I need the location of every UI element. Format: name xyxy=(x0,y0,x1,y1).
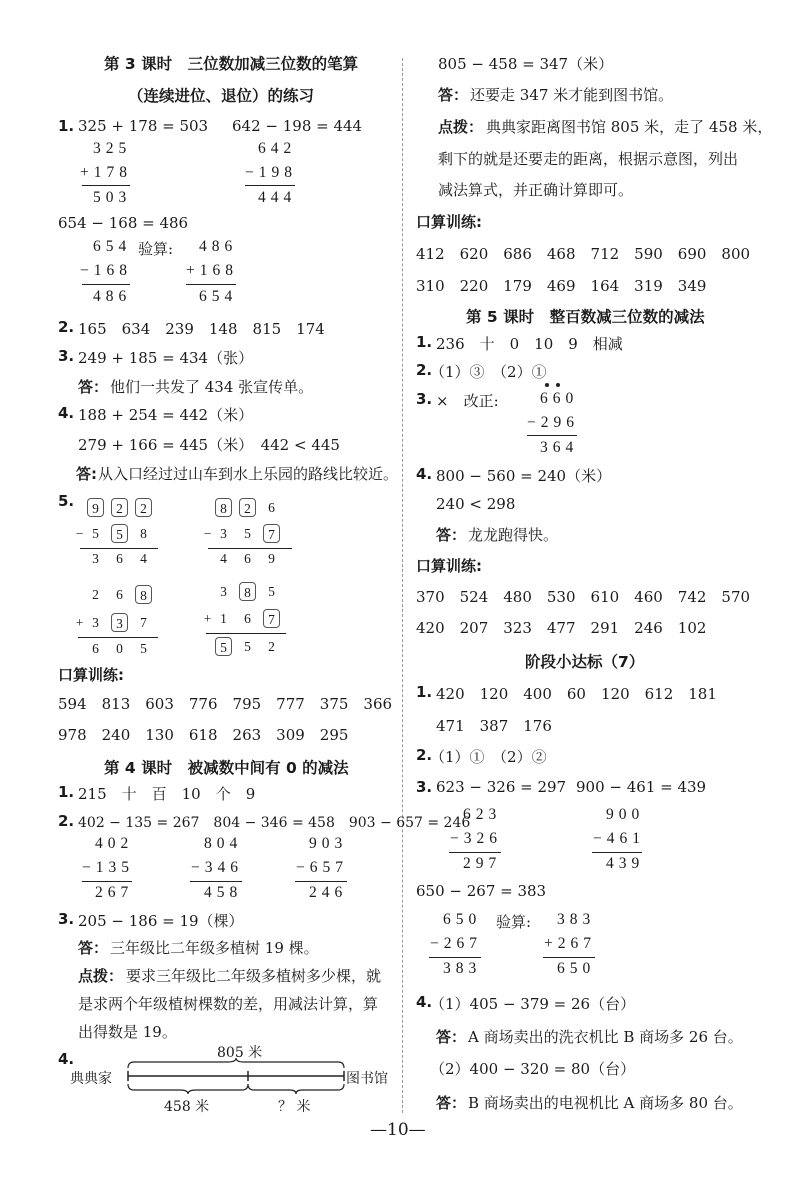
v4-top: 486 xyxy=(199,238,238,255)
q3-label: 3. xyxy=(58,347,75,365)
top-eq: 805 − 458 = 347（米） xyxy=(438,55,614,73)
top-tip3: 减法算式，并正确计算即可。 xyxy=(438,181,634,199)
p4-box: 7 xyxy=(263,609,280,628)
p1-line xyxy=(80,548,158,549)
p3-digit: 3 xyxy=(92,615,99,630)
p3-box: 3 xyxy=(111,613,128,632)
l4q3-tip-label: 点拨： xyxy=(78,967,124,985)
v6-line xyxy=(190,881,242,882)
p3-sign: + xyxy=(75,615,84,630)
s3-eq1: 623 − 326 = 297 xyxy=(436,778,567,796)
p2-digit: 4 xyxy=(220,551,227,566)
v11-top: 650 xyxy=(443,911,482,928)
p3-digit: 7 xyxy=(140,615,147,630)
p2-sign: − xyxy=(203,526,212,541)
oral2-title: 口算训练: xyxy=(416,213,482,231)
v7-bot: 246 xyxy=(309,884,348,901)
s3-eq3: 650 − 267 = 383 xyxy=(416,882,547,900)
diagram-total: 805 米 xyxy=(217,1045,263,1061)
oral2-row1: 412 620 686 468 712 590 690 800 xyxy=(416,245,751,263)
v5-bot: 267 xyxy=(95,884,134,901)
v6-top: 804 xyxy=(204,835,243,852)
top-tip2: 剩下的就是还要走的距离，根据示意图，列出 xyxy=(438,150,739,168)
p1-digit: 4 xyxy=(140,551,147,566)
v4-mid: +168 xyxy=(186,262,238,279)
p2-box: 2 xyxy=(239,498,256,517)
v1-mid: +178 xyxy=(80,164,132,181)
p4-line xyxy=(206,633,286,634)
lesson3-subtitle: （连续进位、退位）的练习 xyxy=(128,87,315,105)
p3-box: 8 xyxy=(135,585,152,604)
p2-digit: 3 xyxy=(220,526,227,541)
v2-mid: −198 xyxy=(245,164,297,181)
v9-bot: 297 xyxy=(463,855,502,872)
l5q1-text: 236 十 0 10 9 相减 xyxy=(436,335,623,353)
v11-mid: −267 xyxy=(430,935,482,952)
top-tip-label: 点拨： xyxy=(438,118,484,136)
p1-digit: 8 xyxy=(140,526,147,541)
s4-label: 4. xyxy=(416,993,433,1011)
v4-line xyxy=(186,284,236,285)
p1-box: 9 xyxy=(87,498,104,517)
p4-digit: 2 xyxy=(268,639,275,654)
l5q2-label: 2. xyxy=(416,361,433,379)
p3-digit: 2 xyxy=(92,587,99,602)
column-divider xyxy=(402,58,403,1113)
p3-digit: 5 xyxy=(140,641,147,656)
s2-label: 2. xyxy=(416,746,433,764)
l5q4-answer-label: 答： xyxy=(436,526,467,544)
s4-answer1-label: 答： xyxy=(436,1028,467,1046)
l4q1-text: 215 十 百 10 个 9 xyxy=(78,785,256,803)
v12-mid: +267 xyxy=(544,935,596,952)
q4-eq2: 279 + 166 = 445（米） 442 < 445 xyxy=(78,436,340,454)
top-answer-label: 答： xyxy=(438,86,469,104)
stage-title: 阶段小达标（7） xyxy=(525,653,645,671)
q1-eq3: 654 − 168 = 486 xyxy=(58,214,189,232)
diagram-end: 图书馆 xyxy=(346,1071,388,1087)
v8-mid: −296 xyxy=(527,414,579,431)
v10-top: 900 xyxy=(606,806,645,823)
v12-line xyxy=(543,957,595,958)
segment-diagram xyxy=(120,1058,350,1098)
l5q4-eq1: 800 − 560 = 240（米） xyxy=(436,467,612,485)
v7-top: 903 xyxy=(309,835,348,852)
q2-label: 2. xyxy=(58,318,75,336)
v3-bot: 486 xyxy=(93,288,132,305)
p4-box: 5 xyxy=(215,637,232,656)
l4q4-label: 4. xyxy=(58,1050,75,1068)
v7-line xyxy=(295,881,347,882)
p4-digit: 1 xyxy=(220,611,227,626)
p4-sign: + xyxy=(203,611,212,626)
v3-line xyxy=(82,284,130,285)
p3-digit: 6 xyxy=(116,587,123,602)
oral3-row1: 370 524 480 530 610 460 742 570 xyxy=(416,588,751,606)
p2-box: 8 xyxy=(215,498,232,517)
v3-top: 654 xyxy=(93,238,132,255)
check-label: 验算: xyxy=(138,240,174,258)
top-answer: 还要走 347 米才能到图书馆。 xyxy=(470,86,674,104)
l4q3-label: 3. xyxy=(58,910,75,928)
l4q3-answer-label: 答： xyxy=(78,939,109,957)
diagram-start: 典典家 xyxy=(70,1071,112,1087)
l4q2-label: 2. xyxy=(58,812,75,830)
q1-eq2: 642 − 198 = 444 xyxy=(232,117,363,135)
p1-box: 5 xyxy=(111,524,128,543)
lesson4-title: 第 4 课时 被减数中间有 0 的减法 xyxy=(104,759,349,777)
p4-digit: 5 xyxy=(268,584,275,599)
p1-sign: − xyxy=(75,526,84,541)
v8-bot: 364 xyxy=(540,439,579,456)
v1-line xyxy=(82,185,130,186)
v2-top: 642 xyxy=(258,140,297,157)
p4-digit: 5 xyxy=(244,639,251,654)
s4-answer2-label: 答： xyxy=(436,1094,467,1112)
l5q4-label: 4. xyxy=(416,465,433,483)
v5-mid: −135 xyxy=(82,859,134,876)
diagram-unknown: ？ 米 xyxy=(278,1099,311,1115)
borrow-dot xyxy=(545,383,549,387)
p3-line xyxy=(78,637,158,638)
oral3-row2: 420 207 323 477 291 246 102 xyxy=(416,619,707,637)
q3-answer: 他们一共发了 434 张宣传单。 xyxy=(110,378,314,396)
p2-box: 7 xyxy=(263,524,280,543)
p4-box: 8 xyxy=(239,582,256,601)
p4-digit: 3 xyxy=(220,584,227,599)
p2-digit: 9 xyxy=(268,551,275,566)
p2-digit: 5 xyxy=(244,526,251,541)
q4-answer-label: 答: xyxy=(76,465,97,483)
l4q3-eq: 205 − 186 = 19（棵） xyxy=(78,912,244,930)
v6-bot: 458 xyxy=(204,884,243,901)
v1-bot: 503 xyxy=(93,189,132,206)
s1-row2: 471 387 176 xyxy=(436,717,552,735)
oral1-row1: 594 813 603 776 795 777 375 366 xyxy=(58,695,393,713)
v3-mid: −168 xyxy=(80,262,132,279)
q3-eq: 249 + 185 = 434（张） xyxy=(78,349,254,367)
q4-answer: 从入口经过过山车到水上乐园的路线比较近。 xyxy=(98,465,399,483)
l4q2-eq: 402 − 135 = 267 804 − 346 = 458 903 − 657 = 246 xyxy=(78,815,471,831)
v11-bot: 383 xyxy=(443,960,482,977)
p1-digit: 6 xyxy=(116,551,123,566)
l4q3-answer: 三年级比二年级多植树 19 棵。 xyxy=(110,939,319,957)
oral1-row2: 978 240 130 618 263 309 295 xyxy=(58,726,349,744)
diagram-walked: 458 米 xyxy=(164,1099,210,1115)
l5q2-text: （1）③ （2）① xyxy=(430,363,547,381)
p3-digit: 6 xyxy=(92,641,99,656)
v8-line xyxy=(527,435,577,436)
p1-box: 2 xyxy=(111,498,128,517)
p1-box: 2 xyxy=(135,498,152,517)
q4-label: 4. xyxy=(58,404,75,422)
p4-digit: 6 xyxy=(244,611,251,626)
s4-answer1: A 商场卖出的洗衣机比 B 商场多 26 台。 xyxy=(468,1028,743,1046)
v5-top: 402 xyxy=(95,835,134,852)
l5q1-label: 1. xyxy=(416,333,433,351)
check-label2: 验算: xyxy=(496,913,532,931)
l5q3-text: × 改正: xyxy=(436,392,499,410)
page-number: —10— xyxy=(370,1120,426,1140)
q4-eq1: 188 + 254 = 442（米） xyxy=(78,406,254,424)
v11-line xyxy=(429,957,481,958)
v12-top: 383 xyxy=(557,911,596,928)
q1-eq1: 325 + 178 = 503 xyxy=(78,117,209,135)
p3-digit: 0 xyxy=(116,641,123,656)
l4q3-tip1: 要求三年级比二年级多植树多少棵，就 xyxy=(126,967,382,985)
s3-eq2: 900 − 461 = 439 xyxy=(576,778,707,796)
v9-line xyxy=(449,852,501,853)
v1-top: 325 xyxy=(93,140,132,157)
p1-digit: 3 xyxy=(92,551,99,566)
v10-line xyxy=(592,852,642,853)
l4q3-tip3: 出得数是 19。 xyxy=(78,1023,177,1041)
v9-mid: −326 xyxy=(450,830,502,847)
v10-bot: 439 xyxy=(606,855,645,872)
q2-text: 165 634 239 148 815 174 xyxy=(78,320,325,338)
l5q4-answer: 龙龙跑得快。 xyxy=(468,526,559,544)
s4-eq1: （1）405 − 379 = 26（台） xyxy=(430,995,636,1013)
v7-mid: −657 xyxy=(296,859,348,876)
q3-answer-label: 答： xyxy=(78,378,109,396)
s1-label: 1. xyxy=(416,683,433,701)
l5q4-eq2: 240 < 298 xyxy=(436,495,516,513)
p1-digit: 5 xyxy=(92,526,99,541)
v2-bot: 444 xyxy=(258,189,297,206)
lesson3-title: 第 3 课时 三位数加减三位数的笔算 xyxy=(104,55,359,73)
l4q1-label: 1. xyxy=(58,783,75,801)
s3-label: 3. xyxy=(416,778,433,796)
v8-top: 660 xyxy=(540,390,579,407)
lesson5-title: 第 5 课时 整百数减三位数的减法 xyxy=(466,308,705,326)
q1-label: 1. xyxy=(58,117,75,135)
oral2-row2: 310 220 179 469 164 319 349 xyxy=(416,277,707,295)
top-tip1: 典典家距离图书馆 805 米，走了 458 米， xyxy=(486,118,773,136)
s4-answer2: B 商场卖出的电视机比 A 商场多 80 台。 xyxy=(468,1094,743,1112)
v12-bot: 650 xyxy=(557,960,596,977)
v4-bot: 654 xyxy=(199,288,238,305)
s2-text: （1）① （2）② xyxy=(430,748,547,766)
q5-label: 5. xyxy=(58,492,75,510)
oral3-title: 口算训练: xyxy=(416,557,482,575)
s1-row1: 420 120 400 60 120 612 181 xyxy=(436,685,717,703)
p2-digit: 6 xyxy=(244,551,251,566)
s4-eq2: （2）400 − 320 = 80（台） xyxy=(430,1060,636,1078)
v10-mid: −461 xyxy=(593,830,645,847)
oral1-title: 口算训练: xyxy=(58,666,124,684)
l5q3-label: 3. xyxy=(416,390,433,408)
p2-line xyxy=(208,548,292,549)
v9-top: 623 xyxy=(463,806,502,823)
v2-line xyxy=(245,185,295,186)
l4q3-tip2: 是求两个年级植树棵数的差，用减法计算，算 xyxy=(78,995,379,1013)
v6-mid: −346 xyxy=(191,859,243,876)
p2-digit: 6 xyxy=(268,500,275,515)
v5-line xyxy=(82,881,132,882)
borrow-dot xyxy=(556,383,560,387)
